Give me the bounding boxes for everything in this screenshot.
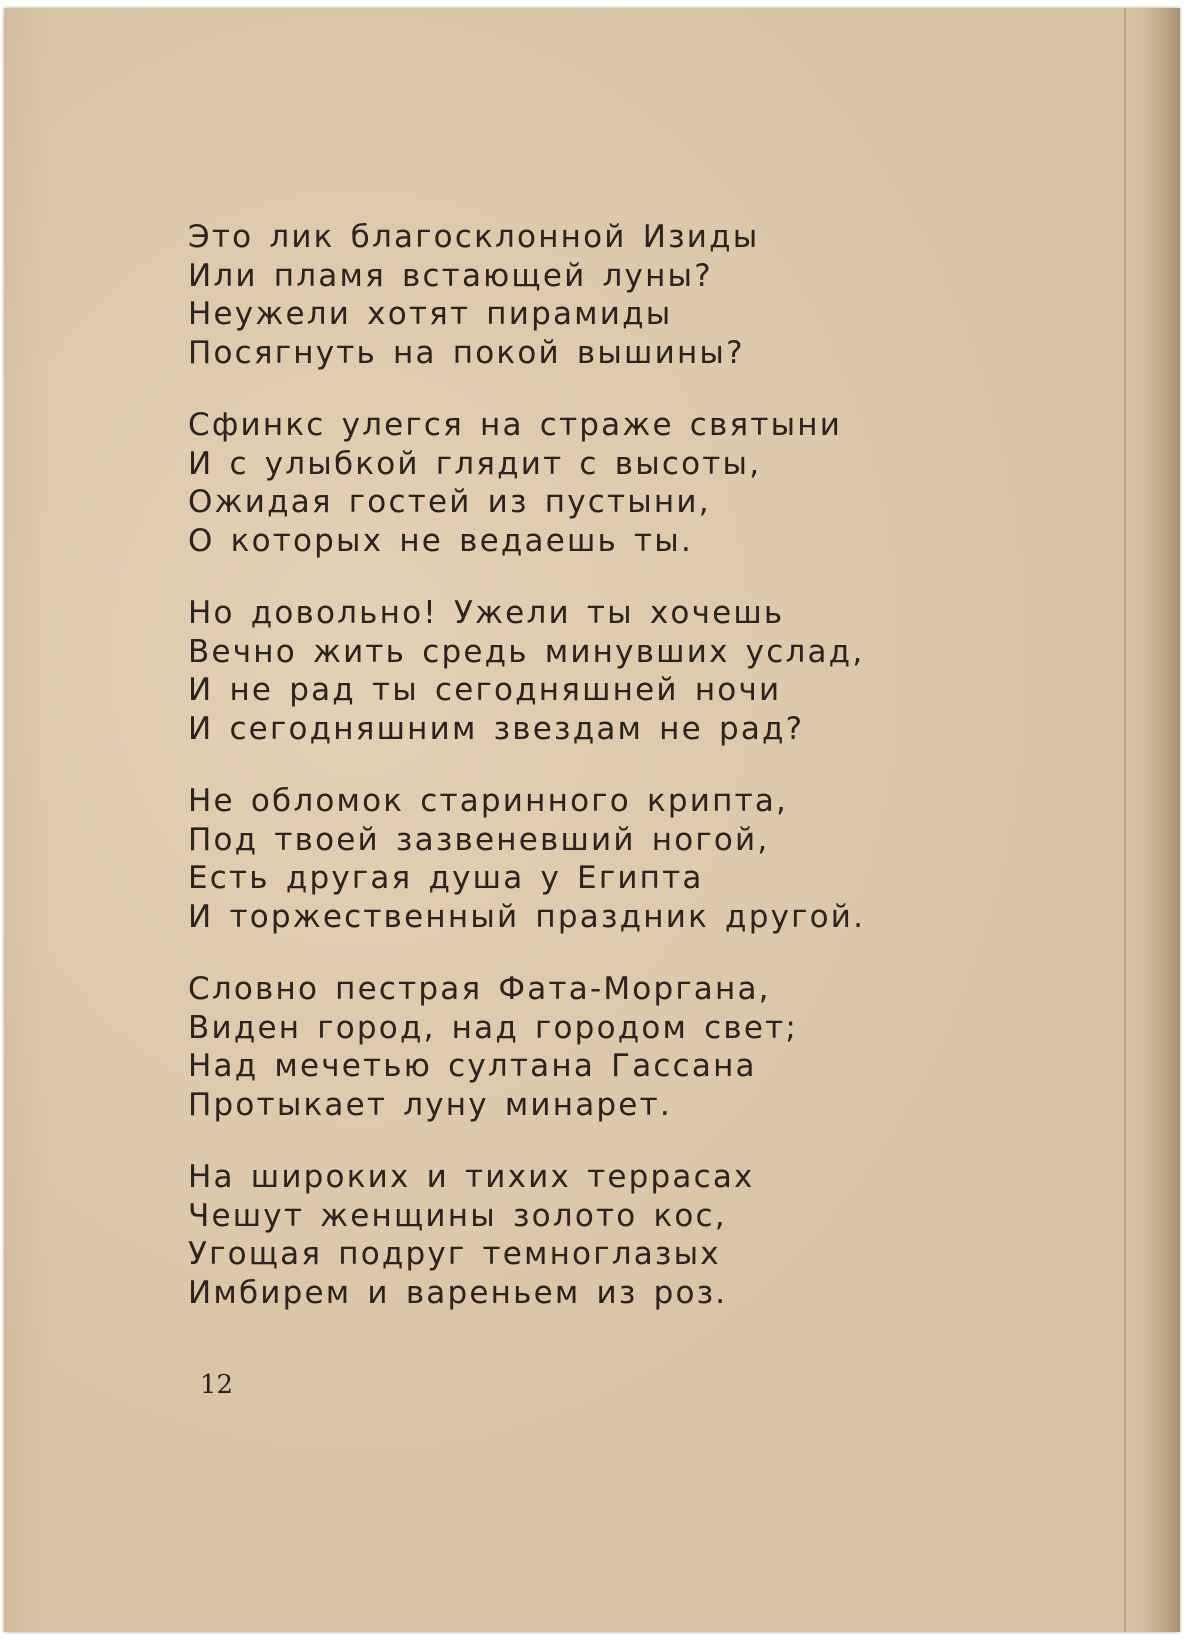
stanza-2 — [188, 406, 868, 560]
poem-line: И не рад ты сегодняшней ночи — [188, 672, 782, 708]
poem-line: И торжественный праздник другой. — [188, 898, 866, 935]
stanza-3 — [188, 594, 868, 748]
poem-line: И с улыбкой глядит с высоты, — [188, 445, 762, 482]
poem-line: Словно пестрая Фата-Моргана, — [188, 971, 771, 1007]
poem-line: Протыкает луну минарет. — [188, 1086, 672, 1123]
poem-line: Неужели хотят пирамиды — [188, 296, 673, 332]
poem-line: О которых не ведаешь ты. — [188, 522, 694, 559]
poem-line: Это лик благосклонной Изиды — [188, 219, 760, 255]
poem-line: Под твоей зазвеневший ногой, — [188, 821, 770, 858]
poem-line: Угощая подруг темноглазых — [188, 1236, 721, 1272]
poem-line: Или пламя встающей луны? — [188, 257, 713, 294]
stanza-4 — [188, 782, 868, 936]
poem-line: И сегодняшним звездам не рад? — [188, 710, 805, 747]
poem-line: Имбирем и вареньем из роз. — [188, 1274, 728, 1311]
poem-line: Вечно жить средь минувших услад, — [188, 633, 865, 670]
poem-text — [188, 218, 868, 1346]
page-number: 12 — [200, 1370, 234, 1400]
poem-line: Сфинкс улегся на страже святыни — [188, 407, 843, 443]
stanza-6 — [188, 1158, 868, 1312]
stanza-1 — [188, 218, 868, 372]
poem-line: Ожидая гостей из пустыни, — [188, 484, 711, 520]
poem-line: Посягнуть на покой вышины? — [188, 334, 745, 371]
poem-line: Но довольно! Ужели ты хочешь — [188, 595, 785, 631]
book-page — [4, 8, 1180, 1632]
poem-line: Есть другая душа у Египта — [188, 860, 704, 896]
poem-line: На широких и тихих террасах — [188, 1159, 755, 1195]
page-edge-shadow — [1146, 8, 1180, 1632]
poem-line: Виден город, над городом свет; — [188, 1009, 799, 1046]
poem-line: Не обломок старинного крипта, — [188, 783, 789, 819]
page-crease — [1124, 8, 1126, 1632]
poem-line: Чешут женщины золото кос, — [188, 1197, 727, 1234]
stanza-5 — [188, 970, 868, 1124]
poem-line: Над мечетью султана Гассана — [188, 1048, 757, 1084]
